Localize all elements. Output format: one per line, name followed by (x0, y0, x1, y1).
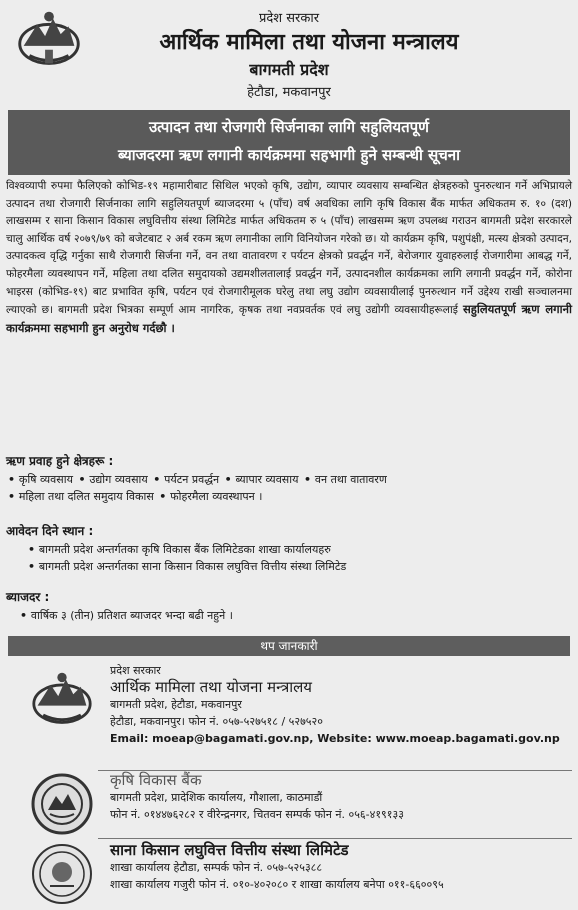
sector-item: • ब्यापार व्यवसाय (223, 471, 299, 488)
header-address: हेटौडा, मकवानपुर (247, 85, 331, 100)
contact-ministry-address: बागमती प्रदेश, हेटौडा, मकवानपुर (110, 698, 242, 711)
contact-sfd-branch2: शाखा कार्यालय गजुरी फोन नं. ०१०-४०२०८० र शाखा कार्यालय बनेपा ०११-६६००९५ (110, 878, 444, 891)
sectors-section (6, 452, 572, 505)
header-government: प्रदेश सरकार (258, 11, 320, 26)
more-info-bar: थप जानकारी (8, 636, 570, 656)
contact-adbl-address: बागमती प्रदेश, प्रादेशिक कार्यालय, गौशाला, काठमाडौं (110, 791, 323, 804)
header-province: बागमती प्रदेश (249, 60, 329, 79)
contact-ministry-phone: हेटौडा, मकवानपुर। फोन नं. ०५७-५२७५१८ / ५२७५२० (110, 715, 323, 728)
interest-item-text: • वार्षिक ३ (तीन) प्रतिशत ब्याजदर भन्दा बढी नहुने । (20, 609, 233, 622)
sector-item: • फोहरमैला व्यवस्थापन । (157, 488, 262, 505)
contact-adbl-name: कृषि विकास बैंक (110, 771, 202, 789)
interest-section (6, 588, 572, 624)
sectors-heading: ऋण प्रवाह हुने क्षेत्रहरू : (6, 454, 114, 468)
contact-adbl (110, 772, 570, 823)
interest-heading: ब्याजदर : (6, 590, 50, 604)
divider (98, 838, 572, 839)
notice-body-bold: सहुलियतपूर्ण ऋण लगानी कार्यक्रममा सहभागी हुन अनुरोध गर्दछौ । (6, 302, 572, 335)
contact-ministry (110, 662, 570, 747)
adbl-logo-icon (30, 772, 94, 836)
apply-item-text: • बागमती प्रदेश अन्तर्गतका कृषि विकास बैंक लिमिटेडका शाखा कार्यालयहरु (28, 543, 331, 556)
contact-adbl-phone: फोन नं. ०१४४७६२८२ र वीरेन्द्रनगर, चितवन सम्पर्क फोन नं. ०५६-४१९१३३ (110, 808, 404, 821)
apply-item-text: • बागमती प्रदेश अन्तर्गतका साना किसान विकास लघुवित्त वित्तीय संस्था लिमिटेड (28, 560, 346, 573)
notice-title (8, 110, 570, 175)
apply-heading: आवेदन दिने स्थान : (6, 524, 94, 538)
apply-item (6, 558, 572, 575)
contact-sfd-name: साना किसान लघुवित्त वित्तीय संस्था लिमिटेड (110, 841, 349, 859)
apply-section (6, 522, 572, 575)
notice-title-line2: ब्याजदरमा ऋण लगानी कार्यक्रममा सहभागी हुने सम्बन्धी सूचना (118, 146, 460, 164)
sfd-seal-icon (30, 842, 94, 906)
contact-ministry-name: आर्थिक मामिला तथा योजना मन्त्रालय (110, 678, 312, 696)
apply-item (6, 541, 572, 558)
sector-item: • वन तथा वातावरण (302, 471, 387, 488)
sectors-row-1 (6, 471, 572, 488)
sectors-row-2 (6, 488, 572, 505)
interest-item (6, 607, 572, 624)
notice-body-text: विश्वव्यापी रुपमा फैलिएको कोभिड-१९ महामारीबाट सिथिल भएको कृषि, उद्योग, व्यापार व्यवसाय सम्बन्धित क्षेत्रहरुको पुनरुत्थान गर्ने अभिप्रायले उत्पादन तथा रोजगारी सिर्जनाका लागि सहुलियतपूर्ण ब्याजदरमा ५ (पाँच) वर्ष अवधिका लागि कृषि विकास बैंक मार्फत अधिकतम रु. १० (दश) लाखसम्म र साना किसान विकास लघुवित्तीय संस्था लिमिटेड मार्फत अधिकतम रु ५ (पाँच) लाखसम्म ऋण उपलब्ध गराउन बागमती प्रदेश सरकारले चालु आर्थिक वर्ष २०७९/७९ को बजेटबाट २ अर्ब रकम ऋण लगानीका लागि विनियोजन गरेको छ। यो कार्यक्रम कृषि, पशुपंक्षी, मत्स्य क्षेत्रको उत्पादन, उत्पादकत्व वृद्धि गर्नुका साथै रोजगारी सिर्जना गर्ने, वन तथा वातावरण र पर्यटन क्षेत्रको प्रवर्द्धन गर्ने, बेरोजगार युवाहरुलाई रोजगारीमा आबद्ध गर्ने, फोहरमैला व्यवस्थापन गर्ने, महिला तथा दलित समुदायको उद्यमशीलतालाई प्रवर्द्धन गर्ने, उत्पादनशील कार्यक्रमका लागि लगानी प्रवर्द्धन गर्ने, कोरोना भाइरस (कोभिड-१९) बाट प्रभावित कृषि, पर्यटन एवं रोजगारीमूलक घरेलु तथा लघु उद्योग व्यवसायीलाई पुनरुत्थान गर्ने उद्देश्य राखी सञ्चालनमा ल्याएको छ। बागमती प्रदेश भित्रका सम्पूर्ण आम नागरिक, कृषक तथा नवप्रवर्तक एवं लघु उद्योगी व्यवसायीहरूलाई (6, 180, 572, 317)
notice-body (6, 178, 572, 338)
sector-item: • कृषि व्यवसाय (6, 471, 73, 488)
contact-ministry-gov: प्रदेश सरकार (110, 664, 161, 677)
sector-item: • महिला तथा दलित समुदाय विकास (6, 488, 154, 505)
nepal-emblem-icon (24, 668, 100, 730)
header-ministry: आर्थिक मामिला तथा योजना मन्त्रालय (159, 30, 459, 55)
contact-sfd (110, 842, 570, 893)
notice-title-line1: उत्पादन तथा रोजगारी सिर्जनाका लागि सहुलियतपूर्ण (148, 118, 430, 136)
sector-item: • पर्यटन प्रवर्द्धन (151, 471, 219, 488)
contact-sfd-branch1: शाखा कार्यालय हेटौडा, सम्पर्क फोन नं. ०५७-५२५३८८ (110, 861, 323, 874)
contact-ministry-email: Email: moeap@bagamati.gov.np, Website: www.moeap.bagamati.gov.np (110, 732, 560, 745)
sector-item: • उद्योग व्यवसाय (76, 471, 147, 488)
